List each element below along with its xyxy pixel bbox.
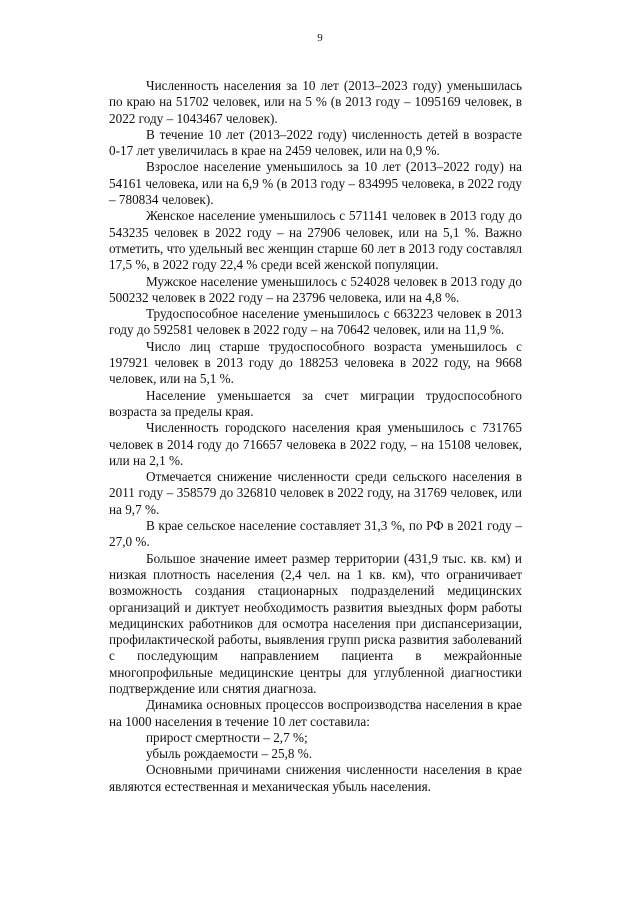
paragraph-older-population: Число лиц старше трудоспособного возраста уменьшилось с 197921 человек в 2013 году до 188253 человека в 2022 году, на 9668 человек, или на 5,1 %. xyxy=(109,338,522,387)
paragraph-working-age-population: Трудоспособное население уменьшилось с 663223 человек в 2013 году до 592581 человек в 2022 году – на 70642 человек, или на 11,9 %. xyxy=(109,306,522,338)
paragraph-adult-population: Взрослое население уменьшилось за 10 лет (2013–2022 году) на 54161 человека, или на 6,9 % (в 2013 году – 834995 человека, в 2022 году – 780834 человек). xyxy=(109,159,522,208)
paragraph-children-population: В течение 10 лет (2013–2022 году) численность детей в возрасте 0-17 лет увеличилась в крае на 2459 человек, или на 0,9 %. xyxy=(109,126,522,159)
paragraph-rural-decline: Отмечается снижение численности среди сельского населения в 2011 году – 358579 до 326810 человек в 2022 году, на 31769 человек, или на 9,7 %. xyxy=(109,469,522,517)
paragraph-migration: Население уменьшается за счет миграции трудоспособного возраста за пределы края. xyxy=(109,387,522,419)
list-item-mortality: прирост смертности – 2,7 %; xyxy=(146,729,308,745)
paragraph-main-causes: Основными причинами снижения численности населения в крае являются естественная и механическая убыль населения. xyxy=(109,762,522,794)
paragraph-total-population: Численность населения за 10 лет (2013–2023 году) уменьшилась по краю на 51702 человек, или на 5 % (в 2013 году – 1095169 человек, в 2022 году – 1043467 человек). xyxy=(109,78,522,126)
paragraph-female-population: Женское население уменьшилось с 571141 человек в 2013 году до 543235 человек в 2022 году – на 27906 человек, или на 5,1 %. Важно отметить, что удельный вес женщин старше 60 лет в 2013 году составлял 17,5 %, в 2022 году 22,4 % среди всей женской популяции. xyxy=(109,208,522,273)
list-item-birth-rate: убыль рождаемости – 25,8 %. xyxy=(146,746,313,762)
paragraph-dynamics-intro: Динамика основных процессов воспроизводства населения в крае на 1000 населения в течение 10 лет составила: xyxy=(109,697,522,729)
document-body xyxy=(109,78,522,795)
paragraph-territory-density: Большое значение имеет размер территории (431,9 тыс. кв. км) и низкая плотность населения (2,4 чел. на 1 кв. км), что ограничивает возможность создания стационарных подразделений медицинских организаций и диктует необходимость развития выездных форм работы медицинских работников для осмотра населения при диспансеризации, профилактической работы, выявления групп риска развития заболеваний с последующим направлением пациента в межрайонные многопрофильные медицинские центры для углубленной диагностики подтверждение или снятия диагноза. xyxy=(109,550,522,696)
page-number: 9 xyxy=(317,32,323,44)
paragraph-rural-share: В крае сельское население составляет 31,3 %, по РФ в 2021 году – 27,0 %. xyxy=(109,518,522,550)
paragraph-urban-population: Численность городского населения края уменьшилось с 731765 человек в 2014 году до 716657 человека в 2022 году, – на 15108 человек, или на 2,1 %. xyxy=(109,420,522,468)
paragraph-male-population: Мужское население уменьшилось с 524028 человек в 2013 году до 500232 человек в 2022 году – на 23796 человека, или на 4,8 %. xyxy=(109,273,522,305)
